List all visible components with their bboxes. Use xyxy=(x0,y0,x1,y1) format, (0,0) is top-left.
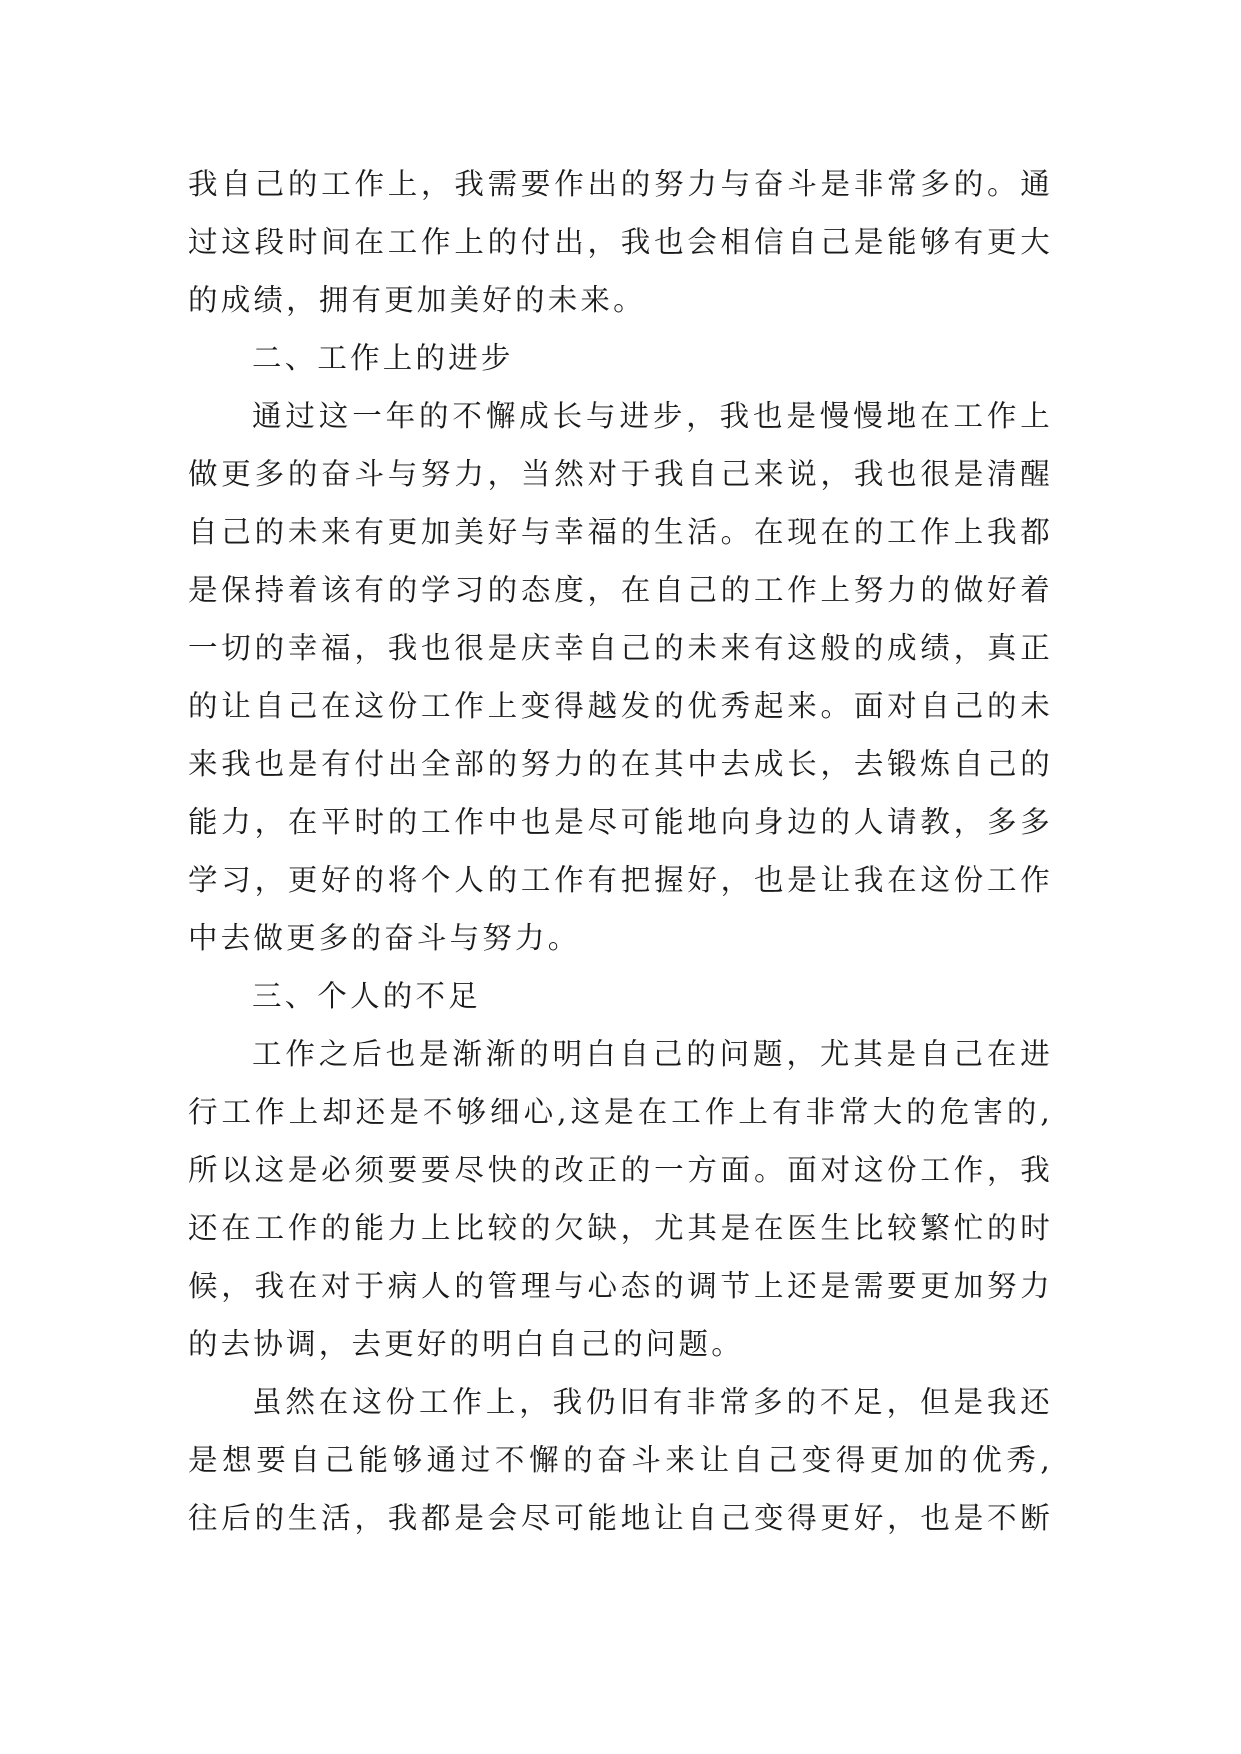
text-line: 来我也是有付出全部的努力的在其中去成长，去锻炼自己的 xyxy=(188,747,1053,781)
text-line: 能力，在平时的工作中也是尽可能地向身边的人请教，多多 xyxy=(188,805,1053,839)
section-heading: 二、工作上的进步 xyxy=(252,341,514,375)
text-line: 一切的幸福，我也很是庆幸自己的未来有这般的成绩，真正 xyxy=(188,631,1053,665)
text-line: 候，我在对于病人的管理与心态的调节上还是需要更加努力 xyxy=(188,1269,1053,1303)
text-line: 是保持着该有的学习的态度，在自己的工作上努力的做好着 xyxy=(188,573,1053,607)
text-line: 行工作上却还是不够细心,这是在工作上有非常大的危害的, xyxy=(188,1095,1053,1129)
text-line: 的让自己在这份工作上变得越发的优秀起来。面对自己的未 xyxy=(188,689,1053,723)
section-heading: 三、个人的不足 xyxy=(252,979,481,1013)
text-line: 中去做更多的奋斗与努力。 xyxy=(188,921,581,955)
document-body xyxy=(188,155,1053,1547)
text-line: 所以这是必须要要尽快的改正的一方面。面对这份工作，我 xyxy=(188,1153,1053,1187)
text-line: 的成绩，拥有更加美好的未来。 xyxy=(188,283,646,317)
text-line: 我自己的工作上，我需要作出的努力与奋斗是非常多的。通 xyxy=(188,167,1053,201)
text-line: 学习，更好的将个人的工作有把握好，也是让我在这份工作 xyxy=(188,863,1053,897)
text-line: 虽然在这份工作上，我仍旧有非常多的不足，但是我还 xyxy=(252,1385,1053,1419)
text-line: 往后的生活，我都是会尽可能地让自己变得更好，也是不断 xyxy=(188,1501,1053,1535)
text-line: 过这段时间在工作上的付出，我也会相信自己是能够有更大 xyxy=(188,225,1053,259)
text-line: 的去协调，去更好的明白自己的问题。 xyxy=(188,1327,744,1361)
text-line: 工作之后也是渐渐的明白自己的问题，尤其是自己在进 xyxy=(252,1037,1053,1071)
text-line: 是想要自己能够通过不懈的奋斗来让自己变得更加的优秀, xyxy=(188,1443,1053,1477)
text-line: 做更多的奋斗与努力，当然对于我自己来说，我也很是清醒 xyxy=(188,457,1053,491)
text-line: 自己的未来有更加美好与幸福的生活。在现在的工作上我都 xyxy=(188,515,1053,549)
text-line: 还在工作的能力上比较的欠缺，尤其是在医生比较繁忙的时 xyxy=(188,1211,1053,1245)
text-line: 通过这一年的不懈成长与进步，我也是慢慢地在工作上 xyxy=(252,399,1053,433)
